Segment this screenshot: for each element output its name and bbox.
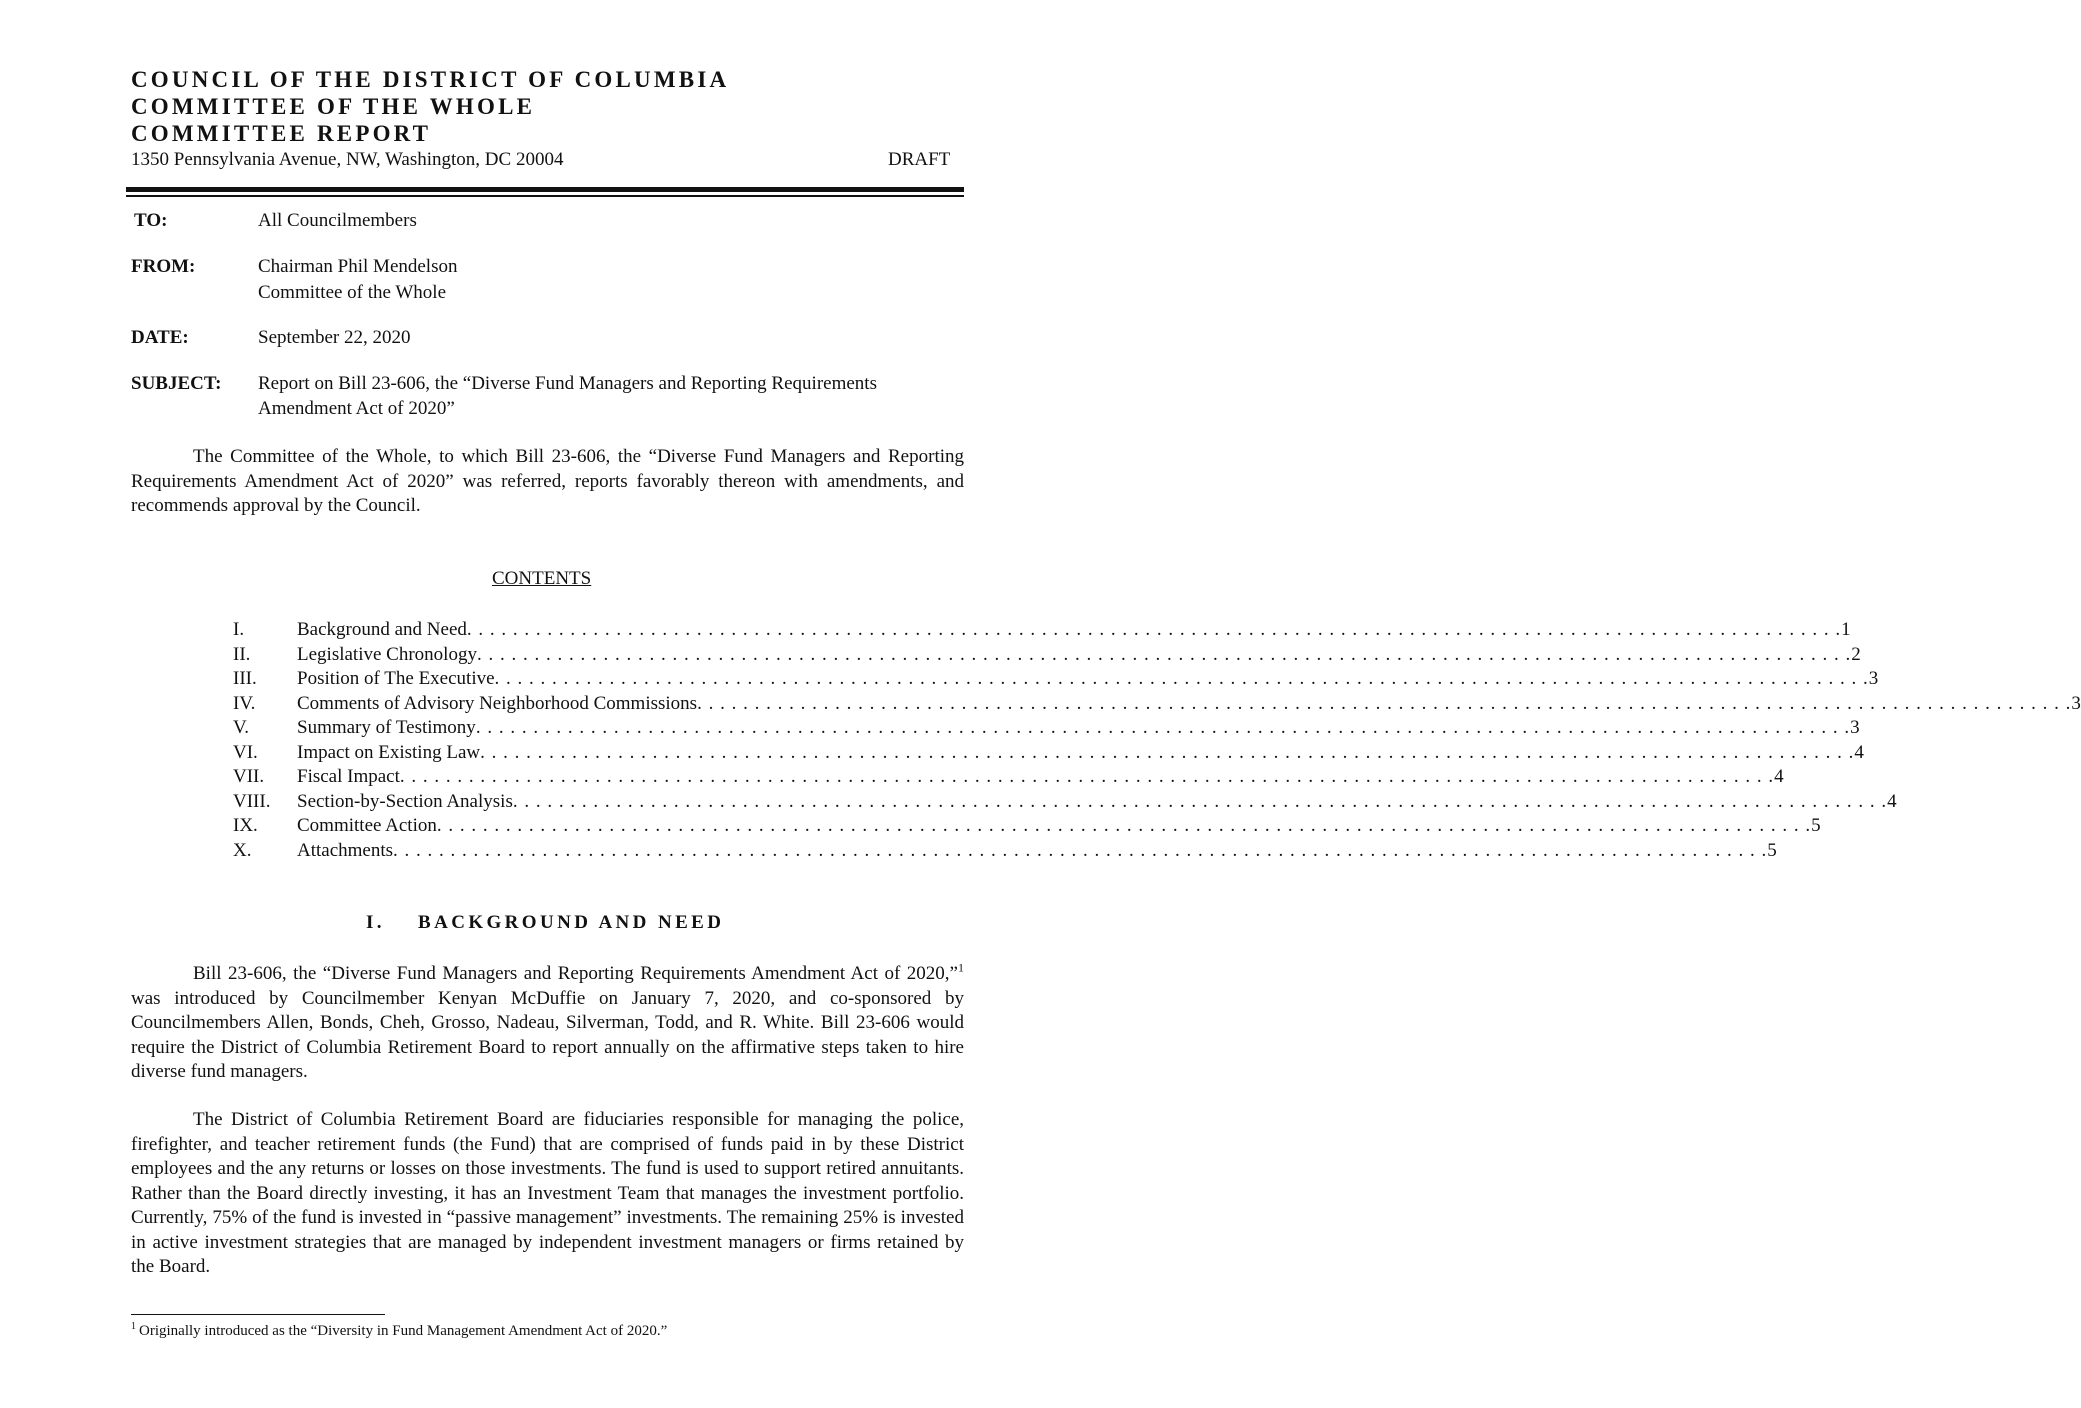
toc-item-page: 4 xyxy=(1774,766,1784,787)
toc-item-page: 3 xyxy=(1868,668,1879,689)
toc-item-entry xyxy=(297,790,1897,815)
toc-item-title: Background and Need xyxy=(297,619,467,640)
toc-dot-leader: . . . . . . . . . . . . . . . . . . . . . . . . . . . . . . . . . . . . . . . . . . . . . . . . . . . . . . . . . . . . . . . . . . . . . . . . . . . . . . . . . . . . . . . . . . . . . . . . . . . . . . . . . . . . . . . . . . . . . . . . xyxy=(512,790,1888,812)
to-label: TO: xyxy=(134,210,168,231)
subject-line-1: Report on Bill 23-606, the “Diverse Fund Managers and Reporting Requirements xyxy=(258,373,877,394)
toc-item-title: Comments of Advisory Neighborhood Commissions xyxy=(297,692,698,714)
footnote-text: Originally introduced as the “Diversity in Fund Management Amendment Act of 2020.” xyxy=(139,1323,668,1339)
toc-dot-leader: . . . . . . . . . . . . . . . . . . . . . . . . . . . . . . . . . . . . . . . . . . . . . . . . . . . . . . . . . . . . . . . . . . . . . . . . . . . . . . . . . . . . . . . . . . . . . . . . . . . . . . . . . . . . . . . . . . . . . . . . xyxy=(476,643,1852,665)
toc-item-entry xyxy=(297,716,1860,741)
toc-item-number: VI. xyxy=(233,741,258,763)
toc-item-page: 4 xyxy=(1887,790,1897,812)
toc-item-title: Section-by-Section Analysis xyxy=(297,790,513,812)
intro-text: The Committee of the Whole, to which Bill 23-606, the “Diverse Fund Managers and Reporting Requirements Amendment Act of 2020” was referred, reports favorably thereon with amendments, and recommends approval by the Council. xyxy=(131,446,964,516)
toc-item-entry xyxy=(297,741,1864,766)
contents-heading: CONTENTS xyxy=(492,568,592,589)
toc-item[interactable] xyxy=(233,814,1821,839)
toc-item-title: Attachments xyxy=(297,839,394,861)
toc-item-entry xyxy=(297,667,1879,692)
toc-item-number: IV. xyxy=(233,692,256,714)
subject-line-2: Amendment Act of 2020” xyxy=(258,398,455,419)
toc-item-number: X. xyxy=(233,839,252,861)
council-title: COUNCIL OF THE DISTRICT OF COLUMBIA xyxy=(131,67,730,92)
background-paragraph-1: Bill 23-606, the “Diverse Fund Managers and Reporting Requirements Amendment Act of 2020,”$^1$ was introduced by Councilmember Kenyan McDuffie on January 7, 2020, and co-sponsored by Councilmembers Allen, Bonds, Cheh, Grosso, Nadeau, Silverman, Todd, and R. White. Bill 23-606 would require the District of Columbia Retirement Board to report annually on the affirmative steps taken to hire diverse fund managers. xyxy=(131,960,964,1082)
toc-item[interactable] xyxy=(233,643,1861,668)
report-title: COMMITTEE REPORT xyxy=(131,121,432,146)
toc-item-number: III. xyxy=(233,668,257,689)
header-rule-thin xyxy=(126,195,964,197)
toc-item-entry xyxy=(297,765,1784,790)
toc-item-page: 4 xyxy=(1854,741,1864,763)
toc-item-title: Legislative Chronology xyxy=(297,643,477,665)
toc-item[interactable] xyxy=(233,667,1879,692)
toc-item-page: 3 xyxy=(2071,692,2081,714)
section-heading xyxy=(366,912,724,934)
toc-item-entry xyxy=(297,643,1861,668)
draft-label: DRAFT xyxy=(888,149,951,170)
toc-item-title: Summary of Testimony xyxy=(297,717,476,738)
from-committee: Committee of the Whole xyxy=(258,282,447,303)
footnote xyxy=(131,1323,667,1340)
subject-label: SUBJECT: xyxy=(131,373,222,394)
date-value: September 22, 2020 xyxy=(258,327,411,348)
toc-dot-leader: . . . . . . . . . . . . . . . . . . . . . . . . . . . . . . . . . . . . . . . . . . . . . . . . . . . . . . . . . . . . . . . . . . . . . . . . . . . . . . . . . . . . . . . . . . . . . . . . . . . . . . . . . . . . . . . . . . . . . . . . xyxy=(480,741,1855,763)
committee-title: COMMITTEE OF THE WHOLE xyxy=(131,94,536,119)
toc-dot-leader: . . . . . . . . . . . . . . . . . . . . . . . . . . . . . . . . . . . . . . . . . . . . . . . . . . . . . . . . . . . . . . . . . . . . . . . . . . . . . . . . . . . . . . . . . . . . . . . . . . . . . . . . . . . . . . . . . . . . . . . . xyxy=(399,766,1775,787)
footnote-rule xyxy=(131,1314,385,1315)
toc-dot-leader: . . . . . . . . . . . . . . . . . . . . . . . . . . . . . . . . . . . . . . . . . . . . . . . . . . . . . . . . . . . . . . . . . . . . . . . . . . . . . . . . . . . . . . . . . . . . . . . . . . . . . . . . . . . . . . . . . . . . . . . . xyxy=(436,815,1812,836)
toc-item-number: II. xyxy=(233,643,251,665)
toc-dot-leader: . . . . . . . . . . . . . . . . . . . . . . . . . . . . . . . . . . . . . . . . . . . . . . . . . . . . . . . . . . . . . . . . . . . . . . . . . . . . . . . . . . . . . . . . . . . . . . . . . . . . . . . . . . . . . . . . . . . . . . . . xyxy=(466,619,1842,640)
background-paragraph-2: The District of Columbia Retirement Board are fiduciaries responsible for managing the police, firefighter, and teacher retirement funds (the Fund) that are comprised of funds paid in by these District employees and the any returns or losses on those investments. The fund is used to support retired annuitants. Rather than the Board directly investing, it has an Investment Team that manages the investment portfolio. Currently, 75% of the fund is invested in “passive management” investments. The remaining 25% is invested in active investment strategies that are managed by independent investment managers or firms retained by the Board. xyxy=(131,1109,964,1277)
table-of-contents xyxy=(233,618,2081,863)
toc-item-entry xyxy=(297,618,1851,643)
toc-item-title: Fiscal Impact xyxy=(297,766,400,787)
toc-item-number: VII. xyxy=(233,766,265,787)
toc-item[interactable] xyxy=(233,741,1864,766)
toc-item-page: 3 xyxy=(1850,717,1860,738)
toc-item-title: Committee Action xyxy=(297,815,437,836)
toc-item[interactable] xyxy=(233,765,1784,790)
toc-item-page: 1 xyxy=(1841,619,1851,640)
toc-item-number: V. xyxy=(233,717,250,738)
toc-item-number: I. xyxy=(233,619,245,640)
footnote-number: 1 xyxy=(131,1321,136,1332)
to-value: All Councilmembers xyxy=(258,210,417,231)
toc-item[interactable] xyxy=(233,839,1777,864)
from-name: Chairman Phil Mendelson xyxy=(258,256,458,277)
intro-paragraph xyxy=(131,445,964,519)
toc-item-page: 5 xyxy=(1811,815,1821,836)
section-title: BACKGROUND AND NEED xyxy=(418,912,725,933)
toc-item-title: Position of The Executive xyxy=(297,668,495,689)
toc-item-entry xyxy=(297,692,2081,717)
toc-item-page: 5 xyxy=(1767,839,1777,861)
toc-item-page: 2 xyxy=(1851,643,1861,665)
section-number: I. xyxy=(366,912,385,933)
toc-dot-leader: . . . . . . . . . . . . . . . . . . . . . . . . . . . . . . . . . . . . . . . . . . . . . . . . . . . . . . . . . . . . . . . . . . . . . . . . . . . . . . . . . . . . . . . . . . . . . . . . . . . . . . . . . . . . . . . . . . . . . . . . xyxy=(697,692,2072,714)
header-rule-thick xyxy=(126,187,964,192)
toc-item-entry xyxy=(297,814,1821,839)
council-address: 1350 Pennsylvania Avenue, NW, Washington, DC 20004 xyxy=(131,149,564,170)
date-label: DATE: xyxy=(131,327,189,348)
toc-item[interactable] xyxy=(233,790,1897,815)
toc-item-number: VIII. xyxy=(233,790,271,812)
toc-item[interactable] xyxy=(233,692,2081,717)
footnote-reference[interactable]: 1 xyxy=(958,960,964,975)
toc-item-title: Impact on Existing Law xyxy=(297,741,481,763)
from-label: FROM: xyxy=(131,256,196,277)
toc-dot-leader: . . . . . . . . . . . . . . . . . . . . . . . . . . . . . . . . . . . . . . . . . . . . . . . . . . . . . . . . . . . . . . . . . . . . . . . . . . . . . . . . . . . . . . . . . . . . . . . . . . . . . . . . . . . . . . . . . . . . . . . . xyxy=(475,717,1851,738)
toc-dot-leader: . . . . . . . . . . . . . . . . . . . . . . . . . . . . . . . . . . . . . . . . . . . . . . . . . . . . . . . . . . . . . . . . . . . . . . . . . . . . . . . . . . . . . . . . . . . . . . . . . . . . . . . . . . . . . . . . . . . . . . . . xyxy=(393,839,1768,861)
toc-item[interactable] xyxy=(233,618,1851,643)
toc-item-number: IX. xyxy=(233,815,258,836)
toc-dot-leader: . . . . . . . . . . . . . . . . . . . . . . . . . . . . . . . . . . . . . . . . . . . . . . . . . . . . . . . . . . . . . . . . . . . . . . . . . . . . . . . . . . . . . . . . . . . . . . . . . . . . . . . . . . . . . . . . . . . . . . . . xyxy=(494,668,1869,689)
toc-item[interactable] xyxy=(233,716,1860,741)
toc-item-entry xyxy=(297,839,1777,864)
